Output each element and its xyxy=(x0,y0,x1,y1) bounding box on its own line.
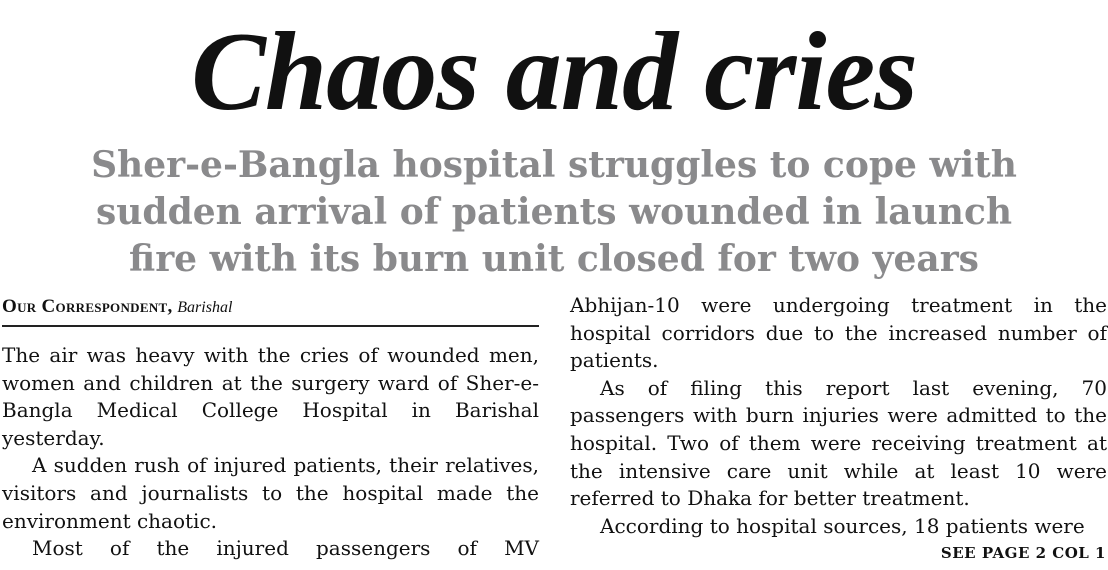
article-paragraph: Most of the injured passengers of MV xyxy=(32,536,539,561)
article-paragraph: As of filing this report last evening, 70 passengers with burn injuries were admitted to the hospital. Two of them were receiving treatment at the intensive care unit while at least 10 were referred to Dhaka for better treatment. xyxy=(570,375,1107,511)
subheadline-line: fire with its burn unit closed for two years xyxy=(129,238,979,280)
article-paragraph: A sudden rush of injured patients, their relatives, visitors and journalists to the hospital made the environment chaotic. xyxy=(2,453,539,533)
subheadline-line: Sher-e-Bangla hospital struggles to cope with xyxy=(91,144,1017,186)
continued-jump-line: SEE PAGE 2 COL 1 xyxy=(940,544,1106,562)
subheadline xyxy=(0,142,1108,283)
article-column-2 xyxy=(570,292,1107,540)
byline-author: Our Correspondent, xyxy=(2,296,173,317)
article-paragraph: According to hospital sources, 18 patients were xyxy=(600,513,1085,538)
article-paragraph: The air was heavy with the cries of wounded men, women and children at the surgery ward of Sher-e-Bangla Medical College Hospital in Barishal yesterday. xyxy=(2,343,539,450)
article-column-1 xyxy=(2,342,539,563)
subheadline-line: sudden arrival of patients wounded in launch xyxy=(95,191,1013,233)
byline-place: Barishal xyxy=(177,299,233,316)
byline xyxy=(2,296,539,327)
article-paragraph: Abhijan-10 were undergoing treatment in the hospital corridors due to the increased number of patients. xyxy=(570,293,1107,373)
headline: Chaos and cries xyxy=(191,10,917,134)
